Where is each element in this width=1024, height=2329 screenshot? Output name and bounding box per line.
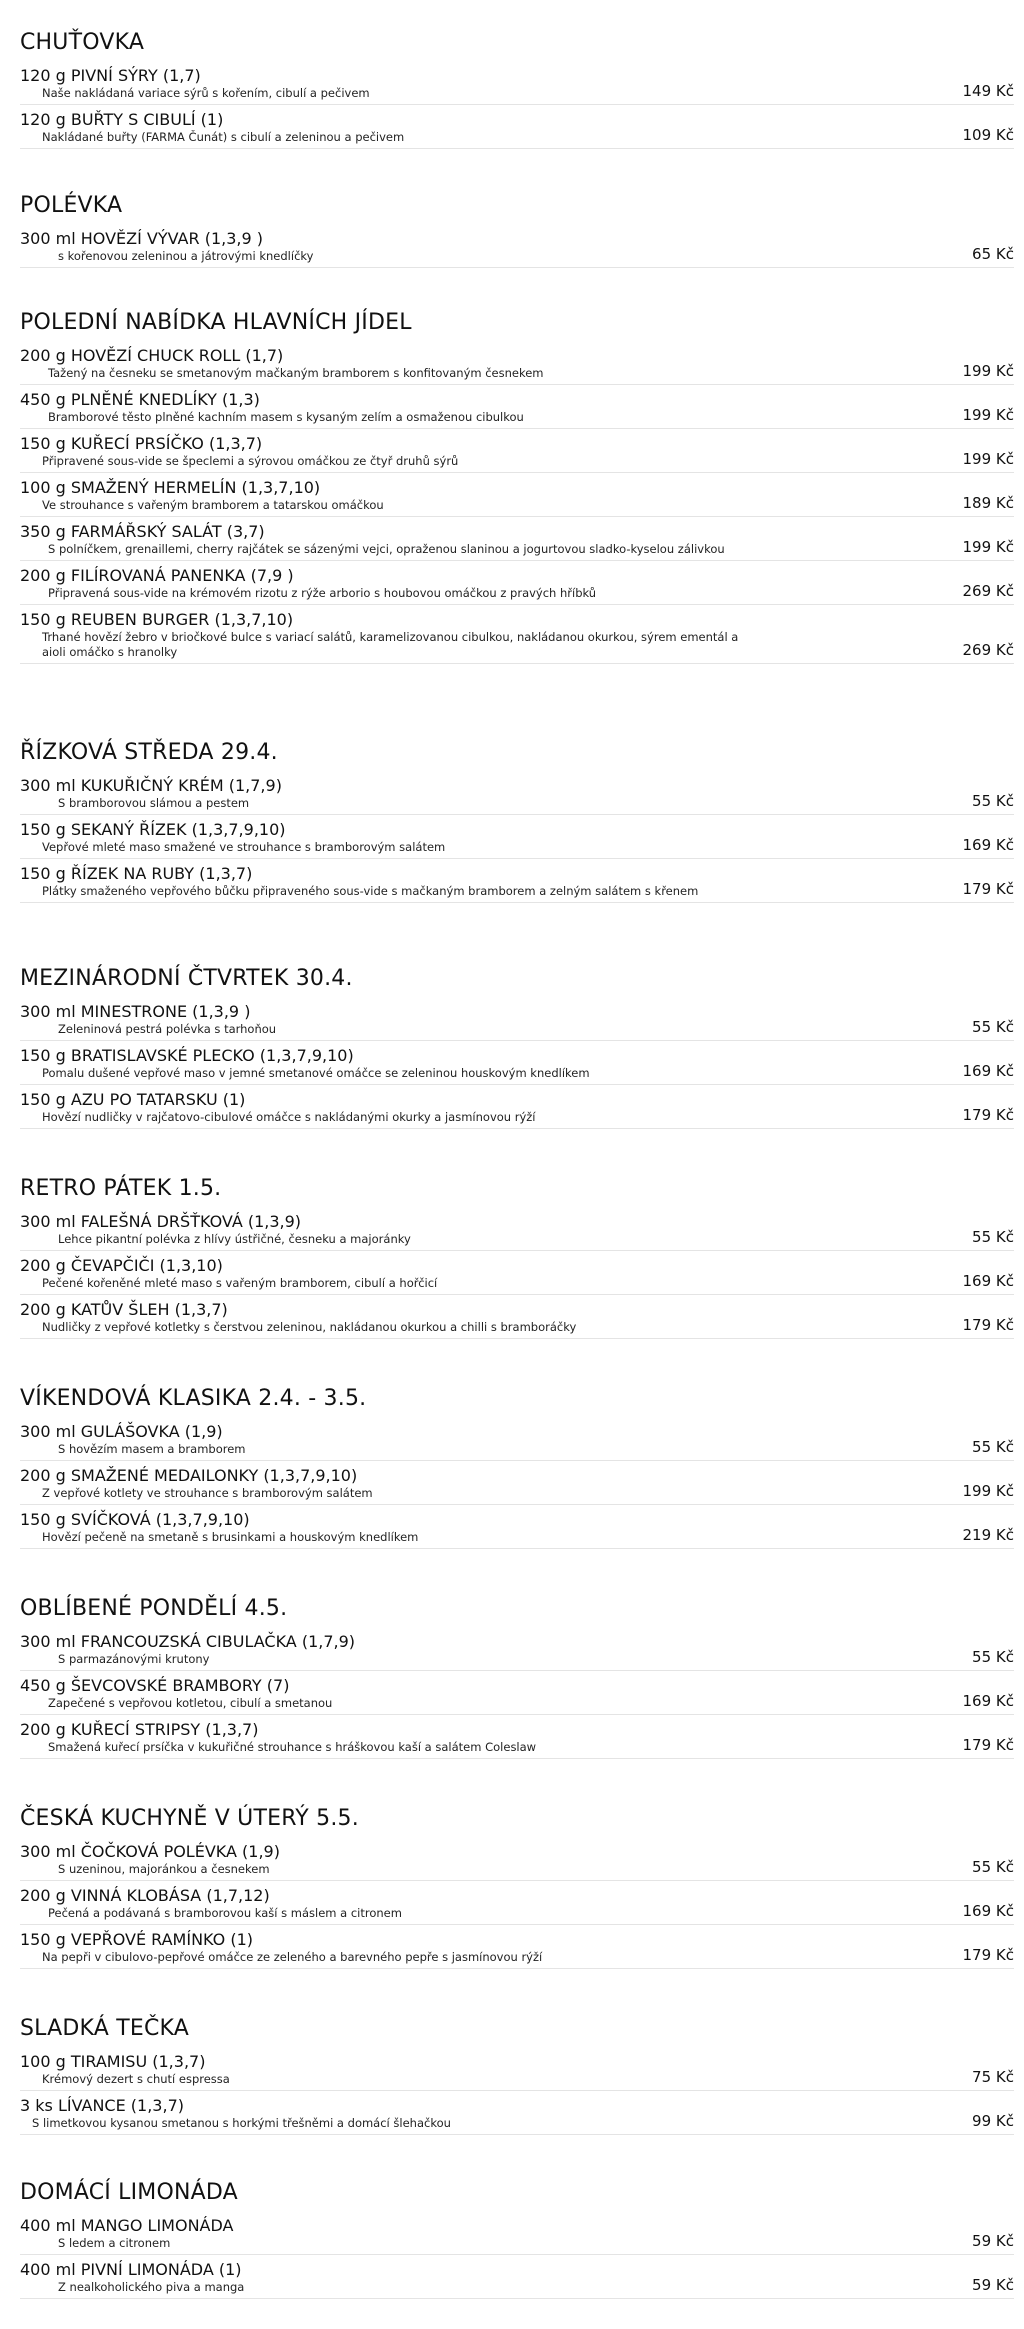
- item-description: Z nealkoholického piva a manga: [58, 2280, 245, 2294]
- menu-section-poledni-nabidka-hlavnich-jidel: [0, 310, 1024, 667]
- item-name: 200 g KATŮV ŠLEH (1,3,7): [20, 1300, 228, 1319]
- menu-item: [20, 1840, 1014, 1881]
- item-name: 200 g HOVĚZÍ CHUCK ROLL (1,7): [20, 346, 284, 365]
- item-name: 120 g PIVNÍ SÝRY (1,7): [20, 66, 201, 85]
- item-price: 55 Kč: [972, 1858, 1014, 1876]
- menu-section-retro-patek-1-5: [0, 1176, 1024, 1342]
- menu-item: [20, 774, 1014, 815]
- item-price: 55 Kč: [972, 1438, 1014, 1456]
- section-title: SLADKÁ TEČKA: [20, 2016, 189, 2041]
- item-price: 55 Kč: [972, 1228, 1014, 1246]
- item-price: 179 Kč: [962, 1946, 1014, 1964]
- item-name: 150 g ŘÍZEK NA RUBY (1,3,7): [20, 864, 253, 883]
- menu-section-polevka: [0, 193, 1024, 271]
- item-description: S bramborovou slámou a pestem: [58, 796, 250, 810]
- item-description: Naše nakládaná variace sýrů s kořením, cibulí a pečivem: [42, 86, 370, 100]
- item-price: 65 Kč: [972, 245, 1014, 263]
- item-price: 199 Kč: [962, 362, 1014, 380]
- item-description: S ledem a citronem: [58, 2236, 171, 2250]
- item-description: S hovězím masem a bramborem: [58, 1442, 246, 1456]
- item-name: 400 ml PIVNÍ LIMONÁDA (1): [20, 2260, 242, 2279]
- item-price: 179 Kč: [962, 1736, 1014, 1754]
- item-name: 300 ml ČOČKOVÁ POLÉVKA (1,9): [20, 1842, 280, 1861]
- menu-item: [20, 108, 1014, 149]
- item-price: 99 Kč: [972, 2112, 1014, 2130]
- item-name: 100 g SMAŽENÝ HERMELÍN (1,3,7,10): [20, 478, 321, 497]
- item-name: 300 ml FALEŠNÁ DRŠŤKOVÁ (1,3,9): [20, 1212, 302, 1231]
- menu-section-ceska-kuchyne-v-utery-5-5: [0, 1806, 1024, 1972]
- menu-item: [20, 1674, 1014, 1715]
- menu-item: [20, 2214, 1014, 2255]
- menu-item: [20, 1630, 1014, 1671]
- item-price: 199 Kč: [962, 538, 1014, 556]
- menu-item: [20, 227, 1014, 268]
- item-price: 199 Kč: [962, 1482, 1014, 1500]
- section-title: VÍKENDOVÁ KLASIKA 2.4. - 3.5.: [20, 1386, 367, 1411]
- item-description: Hovězí nudličky v rajčatovo-cibulové omáčce s nakládanými okurky a jasmínovou rýží: [42, 1110, 536, 1124]
- menu-item: [20, 862, 1014, 903]
- item-name: 150 g AZU PO TATARSKU (1): [20, 1090, 246, 1109]
- section-title: POLÉVKA: [20, 193, 123, 218]
- item-description: Smažená kuřecí prsíčka v kukuřičné strouhance s hráškovou kaší a salátem Coleslaw: [48, 1740, 537, 1754]
- menu-item: [20, 2050, 1014, 2091]
- menu-item: [20, 476, 1014, 517]
- item-name: 150 g KUŘECÍ PRSÍČKO (1,3,7): [20, 434, 263, 453]
- item-description: Připravené sous-vide se špeclemi a sýrovou omáčkou ze čtyř druhů sýrů: [42, 454, 459, 468]
- item-description: Bramborové těsto plněné kachním masem s kysaným zelím a osmaženou cibulkou: [48, 410, 524, 424]
- menu-item: [20, 344, 1014, 385]
- item-description: Tažený na česneku se smetanovým mačkaným bramborem s konfitovaným česnekem: [48, 366, 544, 380]
- item-price: 169 Kč: [962, 1062, 1014, 1080]
- item-name: 300 ml MINESTRONE (1,3,9 ): [20, 1002, 251, 1021]
- menu-section-oblibene-pondeli-4-5: [0, 1596, 1024, 1762]
- item-description: Na pepři v cibulovo-pepřové omáčce ze zeleného a barevného pepře s jasmínovou rýží: [42, 1950, 543, 1964]
- menu-item: [20, 1464, 1014, 1505]
- item-price: 179 Kč: [962, 880, 1014, 898]
- item-description: S uzeninou, majoránkou a česnekem: [58, 1862, 270, 1876]
- item-price: 109 Kč: [962, 126, 1014, 144]
- item-price: 169 Kč: [962, 1692, 1014, 1710]
- item-description: S limetkovou kysanou smetanou s horkými třešněmi a domácí šlehačkou: [32, 2116, 451, 2130]
- item-price: 169 Kč: [962, 1272, 1014, 1290]
- item-price: 59 Kč: [972, 2232, 1014, 2250]
- item-description: Pomalu dušené vepřové maso v jemné smetanové omáčce se zeleninou houskovým knedlíkem: [42, 1066, 590, 1080]
- menu-item: [20, 1928, 1014, 1969]
- item-description: S parmazánovými krutony: [58, 1652, 210, 1666]
- menu-item: [20, 608, 1014, 664]
- item-price: 179 Kč: [962, 1316, 1014, 1334]
- item-price: 179 Kč: [962, 1106, 1014, 1124]
- menu-item: [20, 1254, 1014, 1295]
- menu-item: [20, 1000, 1014, 1041]
- item-name: 350 g FARMÁŘSKÝ SALÁT (3,7): [20, 522, 265, 541]
- item-price: 169 Kč: [962, 836, 1014, 854]
- menu-item: [20, 818, 1014, 859]
- menu-section-mezinarodni-ctvrtek-30-4: [0, 966, 1024, 1132]
- item-price: 149 Kč: [962, 82, 1014, 100]
- section-title: CHUŤOVKA: [20, 30, 145, 55]
- menu-item: [20, 1420, 1014, 1461]
- item-name: 120 g BUŘTY S CIBULÍ (1): [20, 110, 224, 129]
- menu-item: [20, 432, 1014, 473]
- menu-item: [20, 1088, 1014, 1129]
- item-description: s kořenovou zeleninou a játrovými knedlíčky: [58, 249, 314, 263]
- item-description: Připravená sous-vide na krémovém rizotu z rýže arborio s houbovou omáčkou z pravých hříbků: [48, 586, 597, 600]
- menu-section-vikendova-klasika-2-4-3-5: [0, 1386, 1024, 1552]
- item-price: 55 Kč: [972, 1018, 1014, 1036]
- section-title: DOMÁCÍ LIMONÁDA: [20, 2180, 238, 2205]
- item-description: Nudličky z vepřové kotletky s čerstvou zeleninou, nakládanou okurkou a chilli s bramboráčky: [42, 1320, 577, 1334]
- item-description: S polníčkem, grenaillemi, cherry rajčátek se sázenými vejci, opraženou slaninou a jogurtovou sladko-kyselou zálivkou: [48, 542, 725, 556]
- item-price: 169 Kč: [962, 1902, 1014, 1920]
- item-price: 55 Kč: [972, 1648, 1014, 1666]
- item-description: Plátky smaženého vepřového bůčku připraveného sous-vide s mačkaným bramborem a zelným salátem s křenem: [42, 884, 699, 898]
- section-title: ŘÍZKOVÁ STŘEDA 29.4.: [20, 740, 278, 765]
- item-description: Nakládané buřty (FARMA Čunát) s cibulí a zeleninou a pečivem: [42, 130, 405, 144]
- menu-item: [20, 2258, 1014, 2299]
- menu-item: [20, 2094, 1014, 2135]
- menu-item: [20, 1298, 1014, 1339]
- item-description: Zeleninová pestrá polévka s tarhoňou: [58, 1022, 277, 1036]
- item-name: 200 g KUŘECÍ STRIPSY (1,3,7): [20, 1720, 259, 1739]
- menu-item: [20, 520, 1014, 561]
- menu-section-chutovka: [0, 30, 1024, 152]
- item-description: Lehce pikantní polévka z hlívy ústřičné, česneku a majoránky: [58, 1232, 411, 1246]
- item-name: 200 g VINNÁ KLOBÁSA (1,7,12): [20, 1886, 270, 1905]
- item-description: Pečené kořeněné mleté maso s vařeným bramborem, cibulí a hořčicí: [42, 1276, 438, 1290]
- menu-item: [20, 1508, 1014, 1549]
- menu-section-rizkova-streda-29-4: [0, 740, 1024, 906]
- item-description: Krémový dezert s chutí espressa: [42, 2072, 230, 2086]
- item-name: 100 g TIRAMISU (1,3,7): [20, 2052, 206, 2071]
- item-price: 55 Kč: [972, 792, 1014, 810]
- item-name: 150 g SEKANÝ ŘÍZEK (1,3,7,9,10): [20, 820, 286, 839]
- item-price: 59 Kč: [972, 2276, 1014, 2294]
- item-description: Z vepřové kotlety ve strouhance s bramborovým salátem: [42, 1486, 373, 1500]
- item-name: 150 g BRATISLAVSKÉ PLECKO (1,3,7,9,10): [20, 1046, 354, 1065]
- item-name: 3 ks LÍVANCE (1,3,7): [20, 2096, 184, 2115]
- item-price: 75 Kč: [972, 2068, 1014, 2086]
- item-price: 189 Kč: [962, 494, 1014, 512]
- item-name: 300 ml KUKUŘIČNÝ KRÉM (1,7,9): [20, 776, 282, 795]
- item-name: 150 g SVÍČKOVÁ (1,3,7,9,10): [20, 1510, 250, 1529]
- menu-item: [20, 64, 1014, 105]
- item-name: 450 g PLNĚNÉ KNEDLÍKY (1,3): [20, 390, 260, 409]
- item-price: 199 Kč: [962, 450, 1014, 468]
- section-title: RETRO PÁTEK 1.5.: [20, 1176, 222, 1201]
- item-name: 200 g FILÍROVANÁ PANENKA (7,9 ): [20, 566, 294, 585]
- menu-item: [20, 388, 1014, 429]
- menu-section-domaci-limonada: [0, 2180, 1024, 2302]
- menu-item: [20, 1884, 1014, 1925]
- item-description: Hovězí pečeně na smetaně s brusinkami a houskovým knedlíkem: [42, 1530, 419, 1544]
- menu-item: [20, 1044, 1014, 1085]
- item-name: 300 ml HOVĚZÍ VÝVAR (1,3,9 ): [20, 229, 263, 248]
- item-price: 269 Kč: [962, 641, 1014, 659]
- item-description: Vepřové mleté maso smažené ve strouhance s bramborovým salátem: [42, 840, 446, 854]
- item-name: 150 g VEPŘOVÉ RAMÍNKO (1): [20, 1930, 254, 1949]
- item-description: Pečená a podávaná s bramborovou kaší s máslem a citronem: [48, 1906, 402, 1920]
- item-price: 219 Kč: [962, 1526, 1014, 1544]
- item-name: 200 g ČEVAPČIČI (1,3,10): [20, 1256, 223, 1275]
- item-name: 300 ml FRANCOUZSKÁ CIBULAČKA (1,7,9): [20, 1632, 356, 1651]
- item-name: 300 ml GULÁŠOVKA (1,9): [20, 1422, 223, 1441]
- item-description: Ve strouhance s vařeným bramborem a tatarskou omáčkou: [42, 498, 384, 512]
- item-description: Trhané hovězí žebro v briočkové bulce s variací salátů, karamelizovanou cibulkou, nakládanou okurkou, sýrem ementál a aioli omáčko s hranolky: [42, 630, 739, 659]
- section-title: POLEDNÍ NABÍDKA HLAVNÍCH JÍDEL: [20, 310, 412, 335]
- item-name: 150 g REUBEN BURGER (1,3,7,10): [20, 610, 294, 629]
- section-title: MEZINÁRODNÍ ČTVRTEK 30.4.: [20, 966, 353, 991]
- item-name: 400 ml MANGO LIMONÁDA: [20, 2216, 234, 2235]
- menu-section-sladka-tecka: [0, 2016, 1024, 2138]
- item-price: 199 Kč: [962, 406, 1014, 424]
- section-title: ČESKÁ KUCHYNĚ V ÚTERÝ 5.5.: [20, 1806, 359, 1831]
- item-name: 200 g SMAŽENÉ MEDAILONKY (1,3,7,9,10): [20, 1466, 358, 1485]
- item-description: Zapečené s vepřovou kotletou, cibulí a smetanou: [48, 1696, 333, 1710]
- menu-item: [20, 1210, 1014, 1251]
- item-name: 450 g ŠEVCOVSKÉ BRAMBORY (7): [20, 1676, 290, 1695]
- menu-item: [20, 564, 1014, 605]
- section-title: OBLÍBENÉ PONDĚLÍ 4.5.: [20, 1596, 288, 1621]
- item-price: 269 Kč: [962, 582, 1014, 600]
- menu-item: [20, 1718, 1014, 1759]
